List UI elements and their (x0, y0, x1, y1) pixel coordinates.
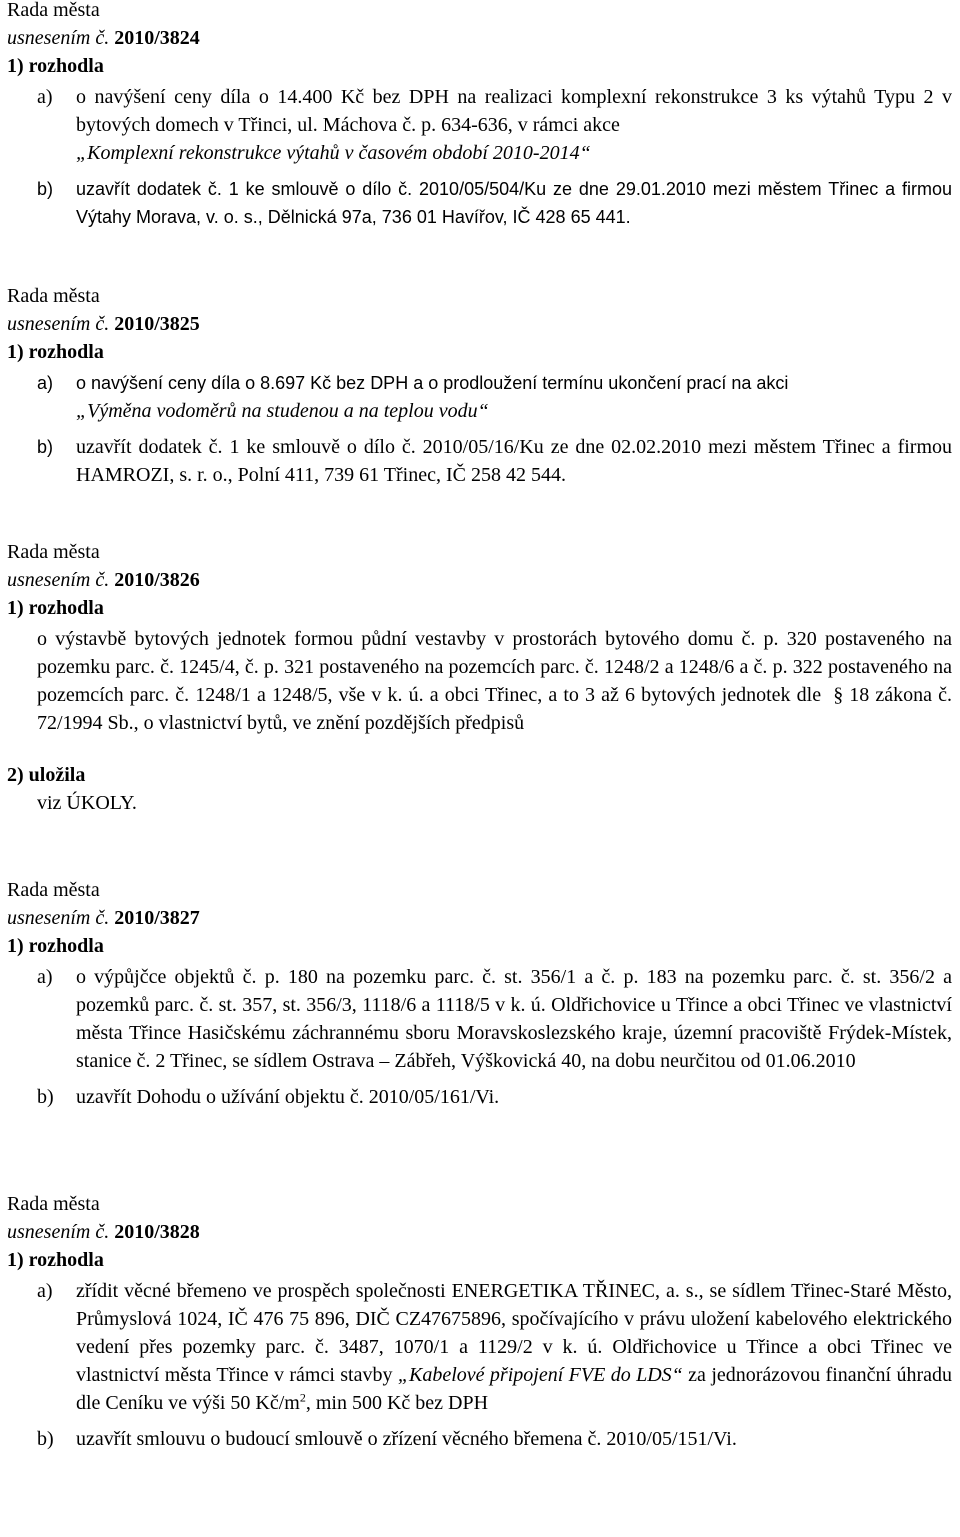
item-text: o navýšení ceny díla o 8.697 Kč bez DPH a o prodloužení termínu ukončení prací na akci (76, 373, 789, 393)
section-sign: § (833, 684, 844, 706)
item-label: a) (37, 86, 53, 108)
resolution-number: 2010/3824 (114, 27, 200, 49)
item-label: b) (37, 179, 54, 199)
decision-heading: 1) rozhodla (7, 55, 104, 77)
council-heading: Rada města (7, 0, 100, 21)
item-a (37, 83, 952, 167)
project-name: „Výměna vodoměrů na studenou a na teplou vodu“ (76, 400, 489, 422)
item-label: a) (37, 373, 54, 393)
item-text: o výpůjčce objektů č. p. 180 na pozemku parc. č. st. 356/1 a č. p. 183 na pozemku parc. č. st. 356/2 a pozemků parc. č. st. 357, st. 356/3, 1118/6 a 1118/5 v k. ú. Oldřichovice u Třince a obci Třinec ve vlastnictví města Třince Hasičskému záchrannému sboru Moravskoslezského kraje, územní pracoviště Frýdek-Místek, stanice č. 2 Třinec, se sídlem Ostrava – Zábřeh, Výškovická 40, na dobu neurčitou od 01.06.2010 (76, 966, 952, 1072)
item-label: a) (37, 966, 53, 988)
resolution-label: usnesením č. (7, 1221, 110, 1243)
council-heading: Rada města (7, 285, 100, 307)
item-b (37, 433, 952, 489)
project-name: „Komplexní rekonstrukce výtahů v časovém období 2010-2014“ (76, 142, 591, 164)
decision-text: o výstavbě bytových jednotek formou půdní vestavby v prostorách bytového domu č. p. 320 postaveného na pozemku parc. č. 1245/4, č. p. 321 postaveného na pozemcích parc. č. 1248/2 a 1248/6 a č. p. 322 postaveného na pozemcích parc. č. 1248/1 a 1248/5, vše v k. ú. a obci Třinec, a to 3 až 6 bytových jednotek dle § 18 zákona č. 72/1994 Sb., o vlastnictví bytů, ve znění pozdějších předpisů (37, 628, 952, 734)
resolution-number: 2010/3827 (114, 907, 200, 929)
resolution-number: 2010/3828 (114, 1221, 200, 1243)
resolution-label: usnesením č. (7, 313, 110, 335)
resolution-3826 (0, 538, 960, 817)
resolution-number: 2010/3825 (114, 313, 200, 335)
council-heading: Rada města (7, 879, 100, 901)
council-heading: Rada města (7, 1193, 100, 1215)
task-reference: viz ÚKOLY. (37, 792, 137, 814)
item-label: a) (37, 1280, 53, 1302)
item-label: b) (37, 1428, 54, 1450)
item-text: uzavřít dodatek č. 1 ke smlouvě o dílo č. 2010/05/16/Ku ze dne 02.02.2010 mezi městem Třinec a firmou HAMROZI, s. r. o., Polní 411, 739 61 Třinec, IČ 258 42 544. (76, 436, 952, 486)
item-b (37, 1083, 952, 1111)
item-text: zřídit věcné břemeno ve prospěch společnosti ENERGETIKA TŘINEC, a. s., se sídlem Třinec-Staré Město, Průmyslová 1024, IČ 476 75 896, DIČ CZ47675896, spočívajícího v právu uložení kabelového elektrického vedení přes pozemky parc. č. 3487, 1070/1 a 1129/2 v k. ú. Oldřichovice u Třince a obci Třinec ve vlastnictví města Třince v rámci stavby (76, 1280, 952, 1386)
resolution-3828 (0, 1190, 960, 1453)
resolution-3827 (0, 876, 960, 1111)
item-b (37, 1425, 952, 1453)
superscript: 2 (299, 1390, 306, 1405)
project-name: „Kabelové připojení FVE do LDS“ (397, 1364, 683, 1386)
resolution-label: usnesením č. (7, 27, 110, 49)
item-a (37, 963, 952, 1075)
decision-heading: 1) rozhodla (7, 341, 104, 363)
item-label: b) (37, 437, 54, 457)
item-text: uzavřít smlouvu o budoucí smlouvě o zřízení věcného břemena č. 2010/05/151/Vi. (76, 1428, 737, 1450)
item-a (37, 369, 952, 425)
resolution-label: usnesením č. (7, 569, 110, 591)
item-text: uzavřít dodatek č. 1 ke smlouvě o dílo č. 2010/05/504/Ku ze dne 29.01.2010 mezi městem Třinec a firmou Výtahy Morava, v. o. s., Dělnická 97a, 736 01 Havířov, IČ 428 65 441. (76, 179, 952, 227)
decision-heading: 1) rozhodla (7, 1249, 104, 1271)
item-text: o navýšení ceny díla o 14.400 Kč bez DPH na realizaci komplexní rekonstrukce 3 ks výtahů Typu 2 v bytových domech v Třinci, ul. Máchova č. p. 634-636, v rámci akce (76, 86, 952, 136)
decision-heading: 1) rozhodla (7, 935, 104, 957)
item-text: uzavřít Dohodu o užívání objektu č. 2010/05/161/Vi. (76, 1086, 500, 1108)
resolution-label: usnesením č. (7, 907, 110, 929)
item-b (37, 175, 952, 231)
item-a: a) zřídit věcné břemeno ve prospěch společnosti ENERGETIKA TŘINEC, a. s., se sídlem Třinec-Staré Město, Průmyslová 1024, IČ 476 75 896, DIČ CZ47675896, spočívajícího v právu uložení kabelového elektrického vedení přes pozemky parc. č. 3487, 1070/1 a 1129/2 v k. ú. Oldřichovice u Třince a obci Třinec ve vlastnictví města Třince v rámci stavby „Kabelové připojení FVE do LDS“ za jednorázovou finanční úhradu dle Ceníku ve výši 50 $Kč/m^2$, min 500 Kč bez DPH (37, 1277, 952, 1417)
council-heading: Rada města (7, 541, 100, 563)
item-label: b) (37, 1086, 54, 1108)
decision-heading-2: 2) uložila (7, 764, 86, 786)
decision-heading: 1) rozhodla (7, 597, 104, 619)
resolution-number: 2010/3826 (114, 569, 200, 591)
resolution-3825 (0, 282, 960, 489)
resolution-3824 (0, 0, 960, 231)
